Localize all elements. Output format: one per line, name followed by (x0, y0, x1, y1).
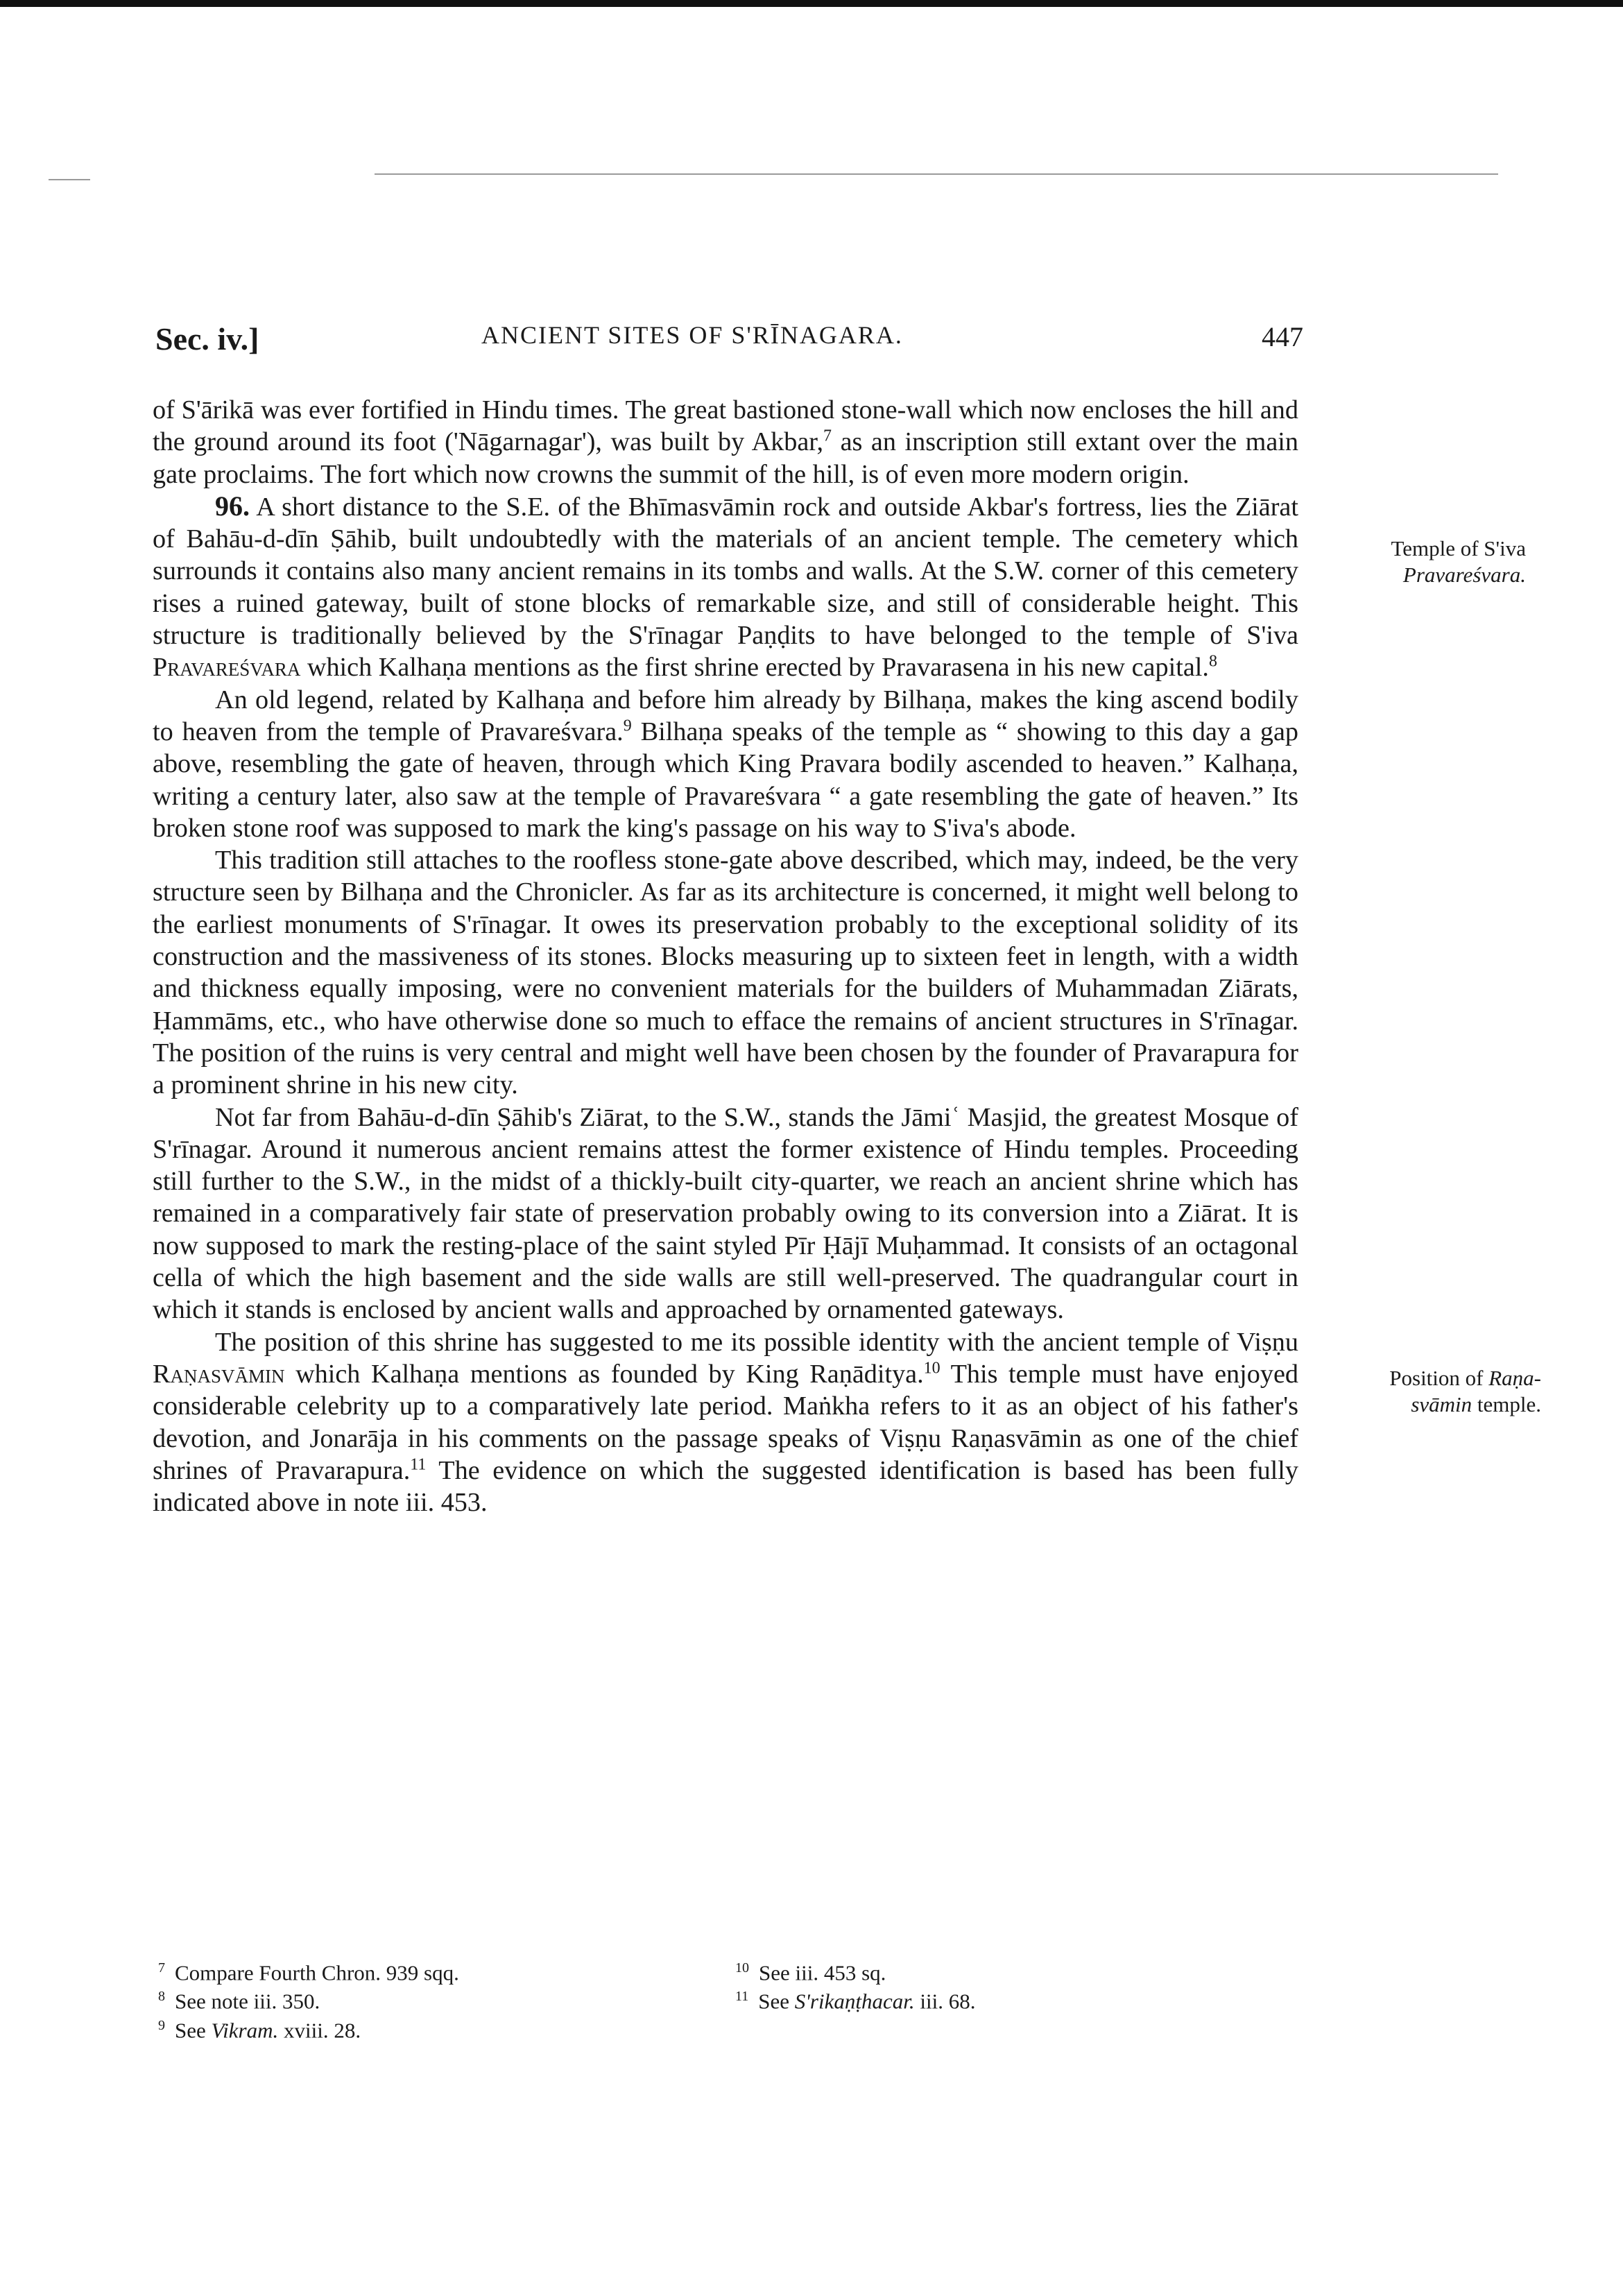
section-number: 96. (215, 490, 250, 522)
body-text (153, 394, 1298, 1518)
footnote-ref: 9 (623, 717, 632, 735)
paragraph: of S'ārikā was ever fortified in Hindu times. The great bastioned stone-wall which now encloses the hill and the ground around its foot ('Nāgarnagar'), was built by Akbar,$^7$ as an inscription still extant over the main gate proclaims. The fort which now crowns the summit of the hill, is of even more modern origin. (153, 395, 1298, 489)
margin-note-pravaresvara: Temple of S'iva Pravareśvara. (1391, 536, 1526, 587)
footnote-7: $^7$ Compare Fourth Chron. 939 sqq. (158, 1960, 459, 1985)
paragraph-96: 96. A short distance to the S.E. of the Bhīmasvāmin rock and outside Akbar's fortress, lies the Ziārat of Bahāu-d-dīn Ṣāhib, built undoubtedly with the materials of an ancient temple. The cemetery which surrounds it contains also many ancient remains in its tombs and walls. At the S.W. corner of this cemetery rises a ruined gateway, built of stone blocks of remarkable size, and still of considerable height. This structure is traditionally believed by the S'rīnagar Paṇḍits to have belonged to the temple of S'iva Pravareśvara which Kalhaṇa mentions as the first shrine erected by Pravarasena in his new capital.$^8$ (153, 490, 1298, 683)
section-label: Sec. iv.] (155, 321, 259, 357)
footnote-10: $^{10}$ See iii. 453 sq. (735, 1960, 886, 1985)
scan-artifact-line (49, 179, 90, 180)
footnote-9: $^9$ See Vikram. xviii. 28. (158, 2017, 361, 2042)
footnote-ref: 8 (1208, 652, 1217, 671)
running-header (155, 320, 1303, 362)
footnote-ref: 7 (823, 427, 832, 445)
paragraph: An old legend, related by Kalhaṇa and before him already by Bilhaṇa, makes the king ascend bodily to heaven from the temple of Pravareśvara.$^9$ Bilhaṇa speaks of the temple as “ showing to this day a gap above, resembling the gate of heaven, through which King Pravara bodily ascended to heaven.” Kalhaṇa, writing a century later, also saw at the temple of Pravareśvara “ a gate resembling the gate of heaven.” Its broken stone roof was supposed to mark the king's passage on his way to S'iva's abode. (153, 685, 1298, 843)
scan-artifact-line (375, 173, 1498, 175)
footnote-11: $^{11}$ See S'rikaṇṭhacar. iii. 68. (735, 1989, 976, 2014)
footnote-ref: 10 (923, 1359, 941, 1378)
paragraph: The position of this shrine has suggested to me its possible identity with the ancient temple of Viṣṇu Raṇasvāmin which Kalhaṇa mentions as founded by King Raṇāditya.$^{10}$ This temple must have enjoyed considerable celebrity up to a comparatively late period. Maṅkha refers to it as an object of his father's devotion, and Jonarāja in his comments on the passage speaks of Viṣṇu Raṇasvāmin as one of the chief shrines of Pravarapura.$^{11}$ The evidence on which the suggested identification is based has been fully indicated above in note iii. 453. (153, 1327, 1298, 1518)
footnotes-left (158, 1956, 713, 2042)
footnotes-right (735, 1956, 1221, 2014)
paragraph: Not far from Bahāu-d-dīn Ṣāhib's Ziārat, to the S.W., stands the Jāmiʿ Masjid, the greatest Mosque of S'rīnagar. Around it numerous ancient remains attest the former existence of Hindu temples. Proceeding still further to the S.W., in the midst of a thickly-built city-quarter, we reach an ancient shrine which has remained in a comparatively fair state of preservation probably owing to its conversion into a Ziārat. It is now supposed to mark the resting-place of the saint styled Pīr Ḥājī Muḥammad. It consists of an octagonal cella of which the high basement and the side walls are still well-preserved. The quadrangular court in which it stands is enclosed by ancient walls and approached by ornamented gateways. (153, 1102, 1298, 1325)
page-number: 447 (1262, 321, 1303, 352)
page-title: ANCIENT SITES OF S'RĪNAGARA. (481, 321, 903, 349)
scan-top-border (0, 0, 1623, 7)
margin-note-ranasvamin: Position of Raṇa- svāmin temple. (1389, 1366, 1541, 1416)
footnote-8: $^8$ See note iii. 350. (158, 1989, 320, 2014)
paragraph: This tradition still attaches to the roofless stone-gate above described, which may, indeed, be the very structure seen by Bilhaṇa and the Chronicler. As far as its architecture is concerned, it might well belong to the earliest monuments of S'rīnagar. It owes its preservation probably to the exceptional solidity of its construction and the massiveness of its stones. Blocks measuring up to sixteen feet in length, with a width and thickness equally imposing, were no convenient materials for the builders of Muhammadan Ziārats, Ḥammāms, etc., who have otherwise done so much to efface the remains of ancient structures in S'rīnagar. The position of the ruins is very central and might well have been chosen by the founder of Pravarapura for a prominent shrine in his new city. (153, 846, 1298, 1100)
footnote-ref: 11 (410, 1455, 427, 1474)
